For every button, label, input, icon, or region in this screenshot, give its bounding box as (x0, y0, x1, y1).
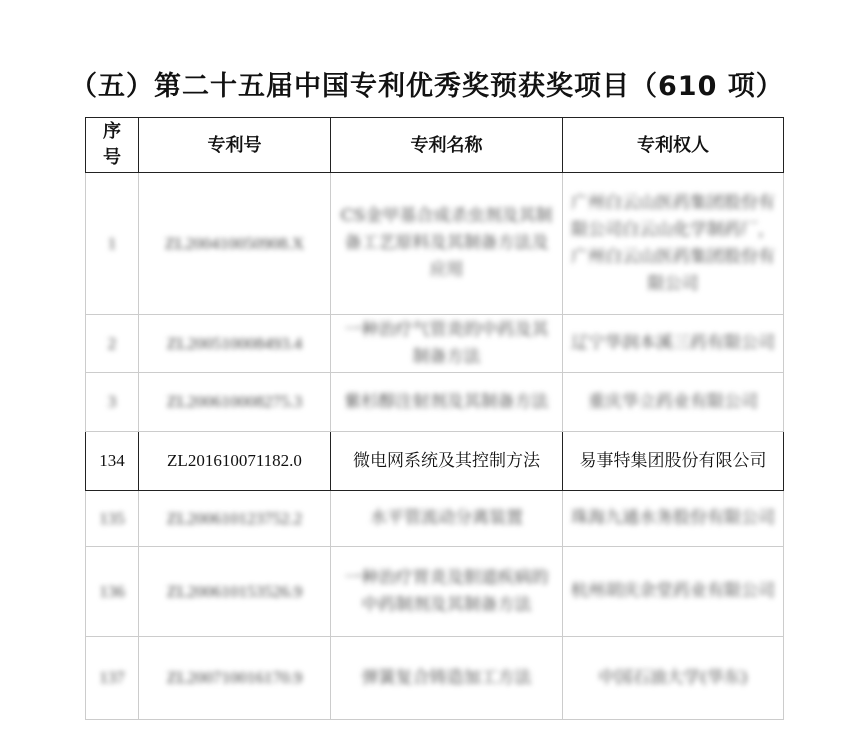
patent-owner-cell (563, 173, 784, 315)
cell-text: 弹簧复合铸造加工方法 (361, 667, 532, 688)
patent-number-cell (139, 491, 331, 547)
header-patent-name: 专利名称 (331, 118, 563, 173)
cell-text: 一种治疗气管炎的中药及其制备方法 (344, 319, 549, 367)
serial-cell (86, 173, 139, 315)
cell-text: 3 (107, 392, 117, 411)
table-row (86, 315, 784, 373)
serial-cell (86, 315, 139, 373)
patent-owner-cell (563, 637, 784, 720)
patent-table (85, 117, 784, 720)
cell-text: 易事特集团股份有限公司 (579, 450, 767, 471)
cell-text: 广州白云山医药集团股份有限公司白云山化学制药厂，广州白云山医药集团股份有限公司 (571, 192, 775, 294)
cell-text: 一种治疗胃炎及胆道疾病的中药制剂及其制备方法 (344, 567, 549, 615)
cell-text: ZL201610071182.0 (167, 451, 302, 470)
cell-text: ZL200510008493.4 (166, 333, 303, 353)
patent-name-cell (331, 173, 563, 315)
patent-owner-cell (563, 373, 784, 432)
cell-text: ZL200610123752.2 (166, 508, 303, 528)
table-row (86, 432, 784, 491)
cell-text: 136 (99, 581, 125, 601)
table-header-row (86, 118, 784, 173)
cell-text: ZL200610008275.3 (166, 392, 303, 411)
patent-name-cell (331, 373, 563, 432)
serial-cell (86, 373, 139, 432)
cell-text: ZL200410050908.X (164, 233, 305, 253)
table-row (86, 373, 784, 432)
patent-number-cell (139, 637, 331, 720)
serial-cell (86, 637, 139, 720)
table-row (86, 491, 784, 547)
header-patent-number: 专利号 (139, 118, 331, 173)
table-row (86, 547, 784, 637)
cell-text: 134 (99, 451, 125, 470)
cell-text: 重庆华立药业有限公司 (588, 391, 758, 412)
cell-text: 杭州胡庆余堂药业有限公司 (571, 581, 775, 601)
cell-text: 137 (99, 668, 125, 687)
patent-name-cell (331, 432, 563, 491)
patent-name-cell (331, 547, 563, 637)
serial-cell (86, 432, 139, 491)
cell-text: 中国石油大学(华东) (598, 667, 748, 688)
cell-text: 紫杉醇注射剂及其制备方法 (344, 391, 549, 412)
patent-name-cell (331, 491, 563, 547)
cell-text: 1 (107, 233, 117, 253)
table-row (86, 637, 784, 720)
cell-text: CS金甲基合成杀虫剂及其制备工艺原料及其制备方法及应用 (340, 206, 553, 280)
cell-text: 水平管流动分离装置 (370, 508, 523, 528)
document-title: （五）第二十五届中国专利优秀奖预获奖项目（610 项） (70, 71, 784, 102)
patent-name-cell (331, 315, 563, 373)
cell-text: 辽宁华润本溪三药有限公司 (571, 333, 775, 353)
patent-owner-cell (563, 315, 784, 373)
cell-text: 135 (99, 508, 125, 528)
cell-text: 微电网系统及其控制方法 (353, 450, 540, 471)
header-patent-owner: 专利权人 (563, 118, 784, 173)
patent-owner-cell (563, 491, 784, 547)
patent-number-cell (139, 315, 331, 373)
patent-number-cell (139, 547, 331, 637)
patent-number-cell (139, 373, 331, 432)
serial-cell (86, 491, 139, 547)
header-label: 序号 (103, 121, 121, 168)
patent-owner-cell (563, 432, 784, 491)
header-serial (86, 118, 139, 173)
patent-number-cell (139, 173, 331, 315)
table-row (86, 173, 784, 315)
patent-number-cell (139, 432, 331, 491)
cell-text: ZL200710016170.9 (166, 668, 303, 687)
patent-owner-cell (563, 547, 784, 637)
cell-text: ZL200610153526.9 (166, 581, 303, 601)
cell-text: 珠海九通水务股份有限公司 (571, 508, 775, 528)
patent-name-cell (331, 637, 563, 720)
cell-text: 2 (107, 333, 117, 353)
serial-cell (86, 547, 139, 637)
